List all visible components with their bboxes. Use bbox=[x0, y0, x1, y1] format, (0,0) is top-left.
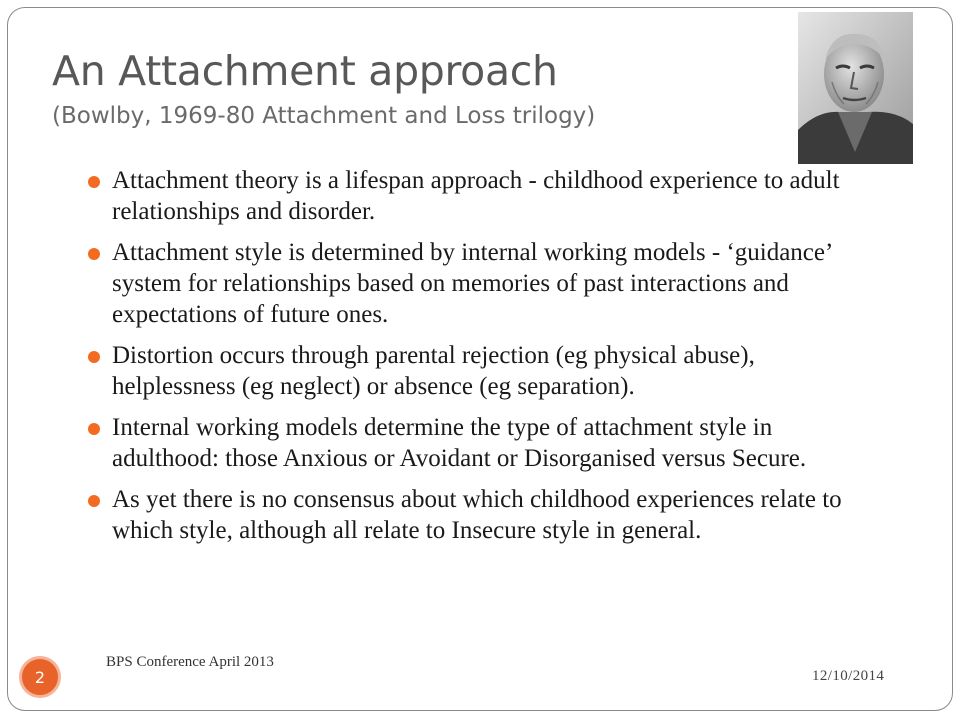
page-number-badge: 2 bbox=[19, 656, 61, 698]
bullet-item bbox=[88, 237, 878, 330]
bullet-marker bbox=[88, 351, 100, 363]
bullet-list bbox=[88, 165, 878, 556]
footer-date: 12/10/2014 bbox=[812, 668, 885, 684]
bullet-marker bbox=[88, 248, 100, 260]
slide-title: An Attachment approach bbox=[52, 47, 558, 95]
bullet-text: Attachment theory is a lifespan approach - childhood experience to adult relationships and disorder. bbox=[112, 167, 840, 225]
portrait-image bbox=[798, 12, 913, 164]
footer-conference: BPS Conference April 2013 bbox=[106, 654, 274, 670]
bullet-marker bbox=[88, 176, 100, 188]
bullet-marker bbox=[88, 423, 100, 435]
slide-title-block bbox=[52, 44, 792, 134]
slide-subtitle: (Bowlby, 1969-80 Attachment and Loss trilogy) bbox=[52, 103, 596, 129]
bullet-text: Attachment style is determined by internal working models - ‘guidance’ system for relationships based on memories of past interactions and expectations of future ones. bbox=[112, 239, 832, 328]
bullet-text: Internal working models determine the type of attachment style in adulthood: those Anxious or Avoidant or Disorganised versus Secure. bbox=[112, 414, 807, 472]
bullet-text: As yet there is no consensus about which childhood experiences relate to which style, although all relate to Insecure style in general. bbox=[112, 486, 842, 544]
portrait-photo bbox=[798, 12, 913, 164]
bullet-item bbox=[88, 484, 878, 546]
bullet-item bbox=[88, 412, 878, 474]
bullet-item bbox=[88, 165, 878, 227]
bullet-marker bbox=[88, 495, 100, 507]
bullet-text: Distortion occurs through parental rejection (eg physical abuse), helplessness (eg neglect) or absence (eg separation). bbox=[112, 342, 755, 400]
bullet-item bbox=[88, 340, 878, 402]
